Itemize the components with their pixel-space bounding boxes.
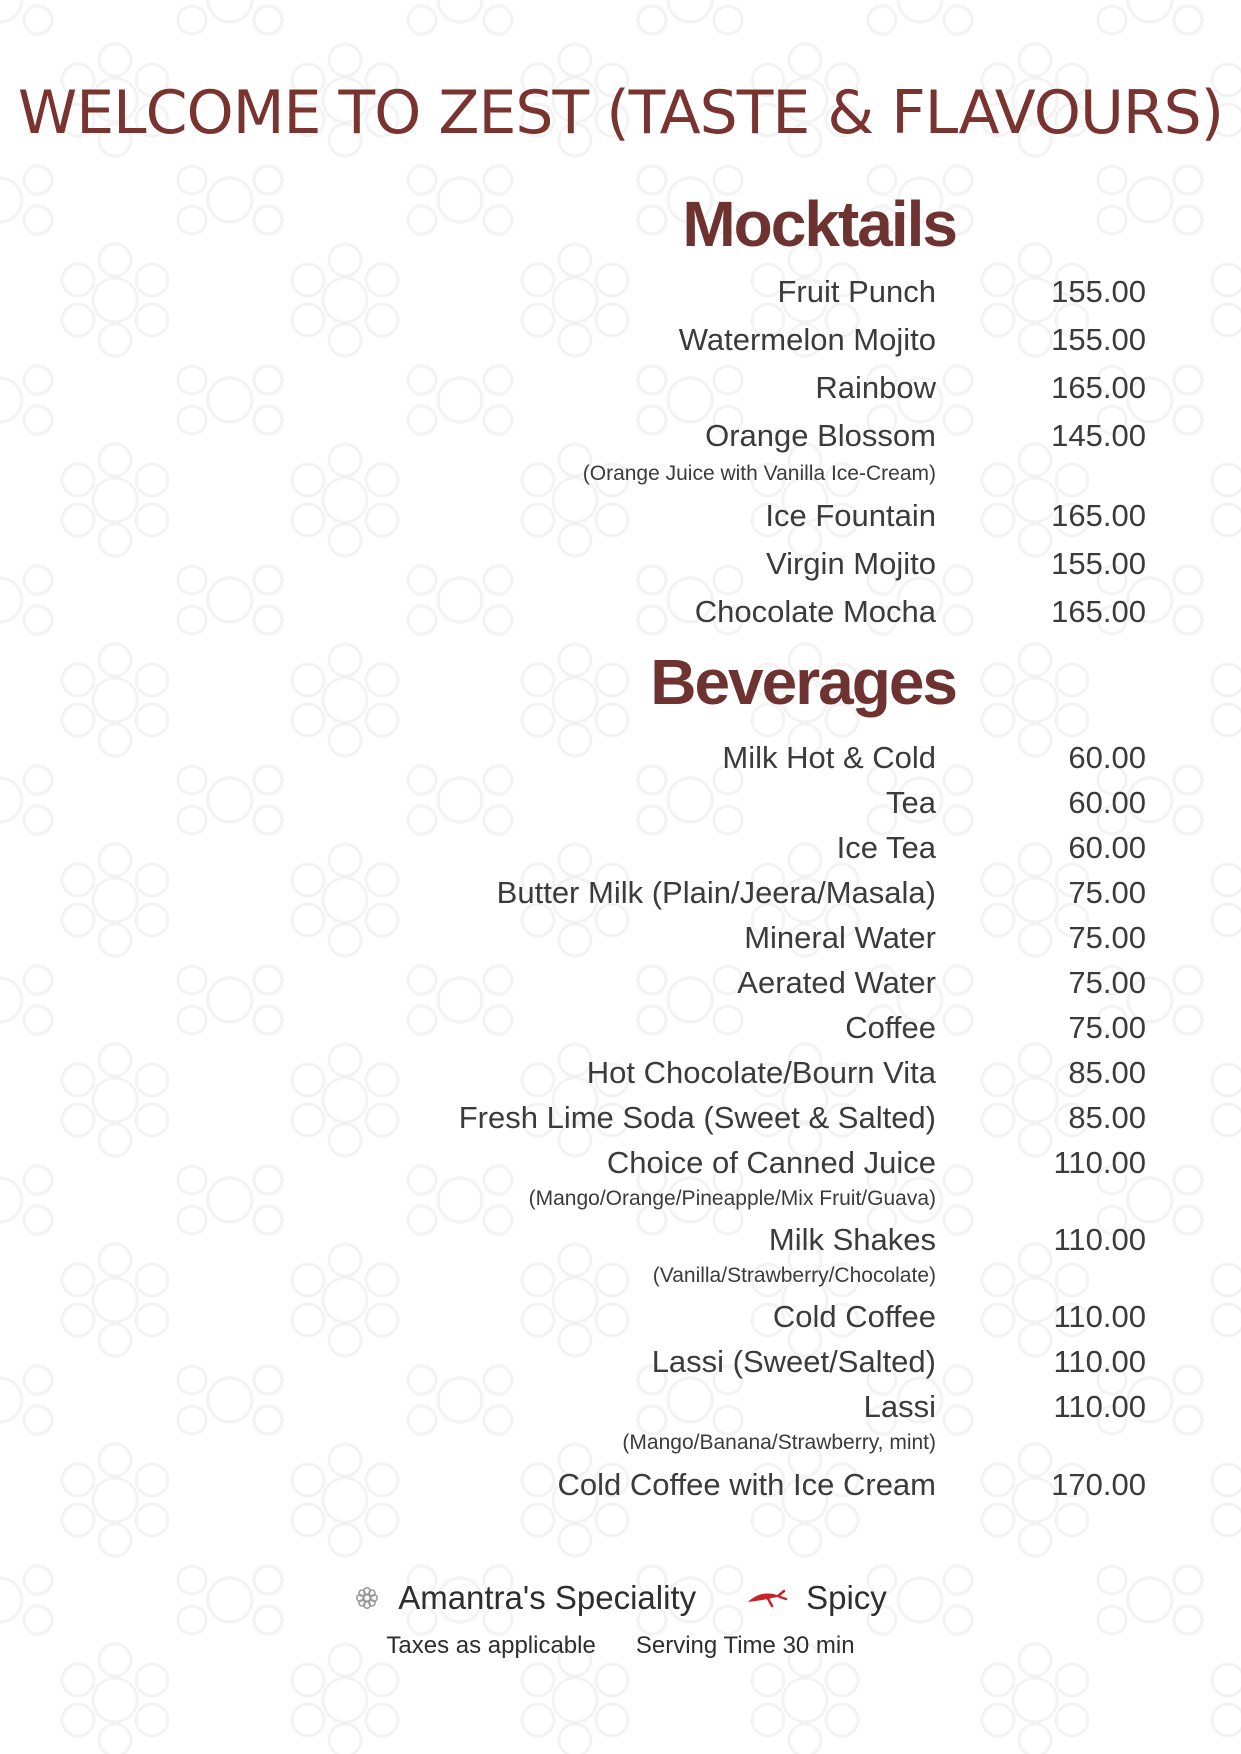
menu-item — [0, 1217, 1241, 1262]
menu-item — [0, 1294, 1241, 1339]
item-name: Aerated Water — [737, 965, 936, 1000]
item-price: 60.00 — [1068, 830, 1146, 865]
item-name: Mineral Water — [744, 920, 936, 955]
menu-item — [0, 412, 1241, 460]
taxes-note: Taxes as applicable — [386, 1632, 596, 1659]
item-price: 60.00 — [1068, 740, 1146, 775]
item-description: (Orange Juice with Vanilla Ice-Cream) — [582, 462, 936, 485]
item-price: 170.00 — [1051, 1467, 1146, 1502]
item-price: 110.00 — [1053, 1145, 1146, 1180]
menu-item — [0, 1461, 1241, 1509]
legend — [0, 1573, 1241, 1623]
item-name: Chocolate Mocha — [694, 594, 936, 629]
page-title: WELCOME TO ZEST (TASTE & FLAVOURS) — [17, 78, 1224, 148]
menu-item — [0, 1140, 1241, 1185]
menu-item — [0, 316, 1241, 364]
item-price: 75.00 — [1068, 920, 1146, 955]
menu-item — [0, 492, 1241, 540]
item-name: Milk Shakes — [768, 1222, 936, 1257]
item-name: Lassi — [863, 1389, 936, 1424]
item-name: Hot Chocolate/Bourn Vita — [586, 1055, 936, 1090]
menu-item — [0, 1095, 1241, 1140]
item-name: Milk Hot & Cold — [722, 740, 936, 775]
menu-item — [0, 1005, 1241, 1050]
item-name: Ice Fountain — [765, 498, 936, 533]
chili-icon — [744, 1586, 788, 1610]
mocktails-heading: Mocktails — [682, 188, 956, 260]
item-price: 60.00 — [1068, 785, 1146, 820]
menu-item — [0, 825, 1241, 870]
beverages-list — [0, 735, 1241, 1509]
item-name: Fruit Punch — [777, 274, 936, 309]
footer — [0, 1632, 1241, 1660]
item-price: 165.00 — [1051, 498, 1146, 533]
item-name: Choice of Canned Juice — [606, 1145, 936, 1180]
menu-item — [0, 1050, 1241, 1095]
item-price: 110.00 — [1053, 1299, 1146, 1334]
item-name: Cold Coffee — [772, 1299, 936, 1334]
item-name: Orange Blossom — [705, 418, 936, 453]
item-price: 110.00 — [1053, 1389, 1146, 1424]
item-name: Coffee — [845, 1010, 936, 1045]
item-description: (Mango/Orange/Pineapple/Mix Fruit/Guava) — [528, 1187, 936, 1210]
item-name: Fresh Lime Soda (Sweet & Salted) — [458, 1100, 936, 1135]
item-price: 165.00 — [1051, 370, 1146, 405]
item-price: 110.00 — [1053, 1222, 1146, 1257]
menu-item — [0, 588, 1241, 636]
item-price: 155.00 — [1051, 322, 1146, 357]
item-name: Cold Coffee with Ice Cream — [557, 1467, 936, 1502]
item-price: 155.00 — [1051, 274, 1146, 309]
menu-item — [0, 780, 1241, 825]
item-name: Rainbow — [815, 370, 936, 405]
speciality-label: Amantra's Speciality — [398, 1579, 697, 1616]
item-name: Ice Tea — [836, 830, 936, 865]
item-description-row — [0, 1262, 1241, 1294]
serving-time-note: Serving Time 30 min — [635, 1632, 855, 1659]
flower-icon — [354, 1585, 380, 1611]
item-price: 165.00 — [1051, 594, 1146, 629]
menu-item — [0, 915, 1241, 960]
menu-item — [0, 960, 1241, 1005]
spicy-label: Spicy — [806, 1579, 887, 1616]
item-description: (Vanilla/Strawberry/Chocolate) — [652, 1264, 936, 1287]
beverages-heading: Beverages — [650, 646, 956, 718]
item-price: 75.00 — [1068, 1010, 1146, 1045]
menu-item — [0, 1384, 1241, 1429]
item-price: 75.00 — [1068, 965, 1146, 1000]
item-price: 85.00 — [1068, 1055, 1146, 1090]
item-name: Virgin Mojito — [765, 546, 936, 581]
item-name: Tea — [886, 785, 936, 820]
item-price: 155.00 — [1051, 546, 1146, 581]
item-price: 85.00 — [1068, 1100, 1146, 1135]
item-price: 75.00 — [1068, 875, 1146, 910]
item-description-row — [0, 1429, 1241, 1461]
menu-item — [0, 268, 1241, 316]
menu-item — [0, 870, 1241, 915]
item-price: 110.00 — [1053, 1344, 1146, 1379]
menu-item — [0, 735, 1241, 780]
menu-item — [0, 540, 1241, 588]
menu-item — [0, 364, 1241, 412]
item-description-row — [0, 1185, 1241, 1217]
item-description: (Mango/Banana/Strawberry, mint) — [622, 1431, 936, 1454]
item-price: 145.00 — [1051, 418, 1146, 453]
item-name: Watermelon Mojito — [678, 322, 936, 357]
item-description-row — [0, 460, 1241, 492]
menu-item — [0, 1339, 1241, 1384]
item-name: Butter Milk (Plain/Jeera/Masala) — [496, 875, 936, 910]
mocktails-list — [0, 268, 1241, 636]
item-name: Lassi (Sweet/Salted) — [651, 1344, 936, 1379]
